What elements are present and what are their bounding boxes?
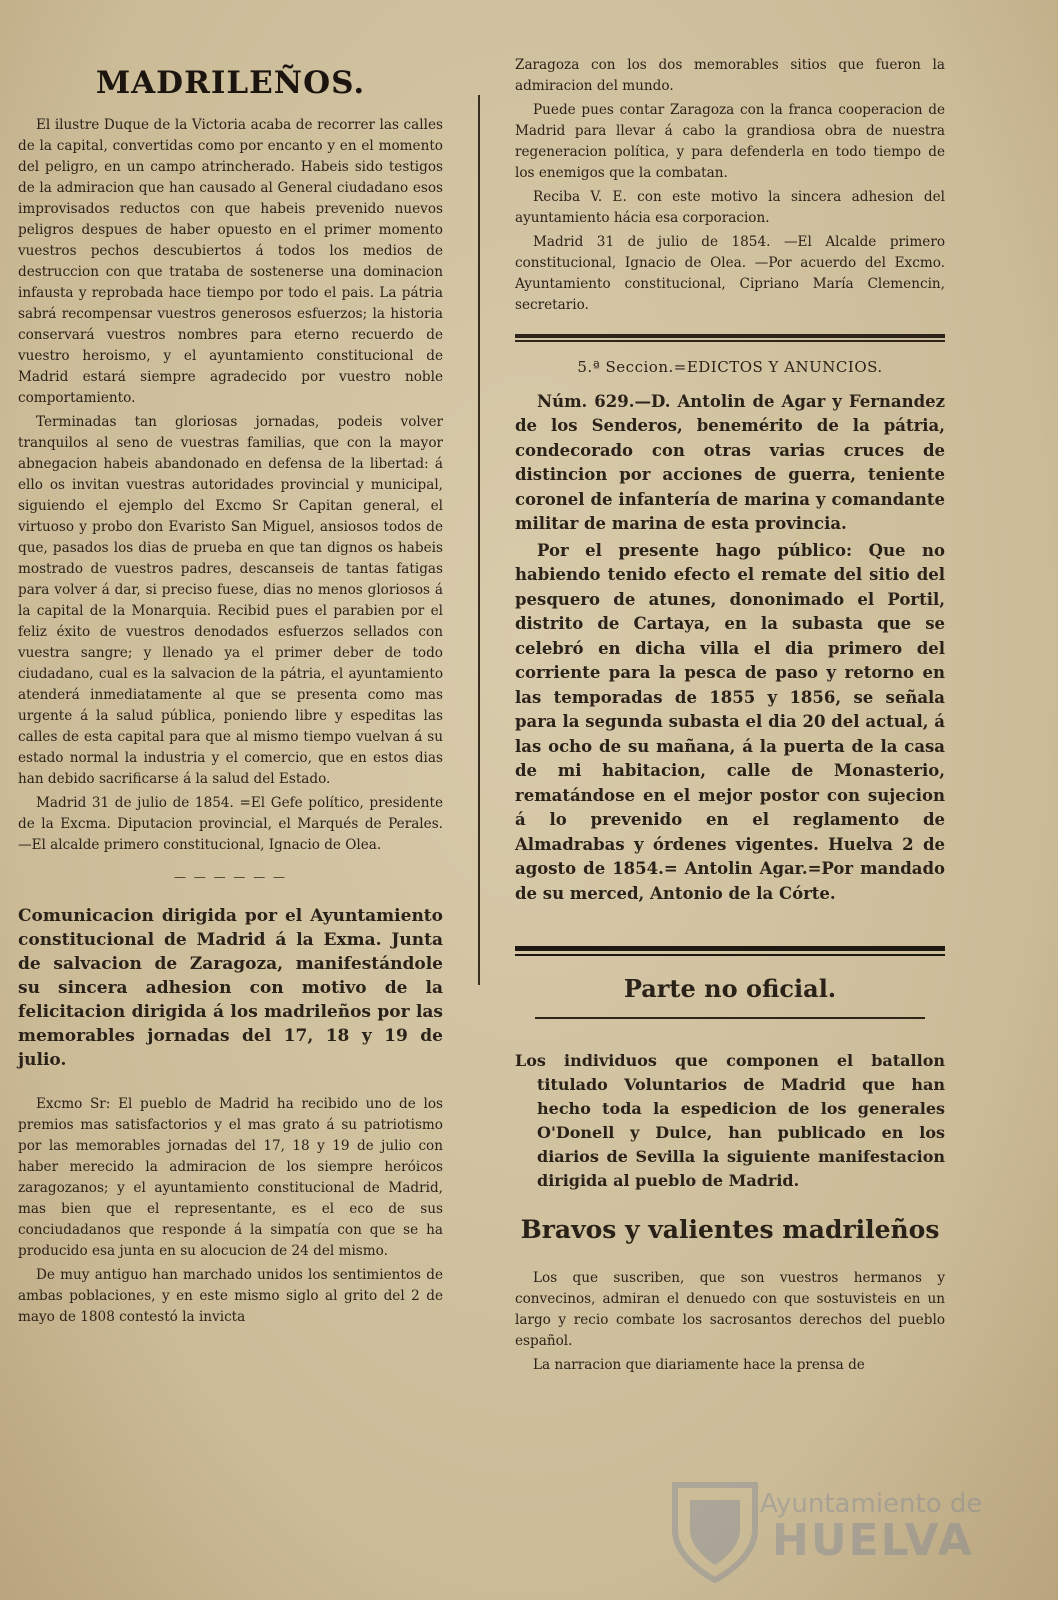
signature-paragraph: Madrid 31 de julio de 1854. —El Alcalde primero constitucional, Ignacio de Olea. —Por acuerdo del Excmo. Ayuntamiento constitucional, Cipriano María Clemencin, secretario.: [515, 234, 945, 313]
article-heading: MADRILEÑOS.: [95, 65, 366, 101]
shield-icon: [660, 1475, 770, 1585]
archive-watermark: [660, 1475, 990, 1585]
article-paragraph: La narracion que diariamente hace la prensa de: [533, 1356, 865, 1373]
article-paragraph: De muy antiguo han marchado unidos los sentimientos de ambas poblaciones, y en este mismo siglo al grito del 2 de mayo de 1808 contestó la invicta: [18, 1267, 443, 1325]
edict-paragraph: Núm. 629.—D. Antolin de Agar y Fernandez de los Senderos, benemérito de la pátria, condecorado con otras varias cruces de distincion por acciones de guerra, teniente coronel de infantería de marina y comandante militar de marina de esta provincia.: [515, 391, 945, 533]
edict-paragraph: Por el presente hago público: Que no habiendo tenido efecto el remate del sitio del pesquero de atunes, dononimado el Portil, distrito de Cartaya, en la subasta que se celebró en dicha villa el dia primero del corriente para la pesca de paso y retorno en las temporadas de 1855 y 1856, se señala para la segunda subasta el dia 20 del actual, á las ocho de su mañana, á la puerta de la casa de mi habitacion, calle de Monasterio, rematándose en el mejor postor con sujecion á lo prevenido en el reglamento de Almadrabas y órdenes vigentes. Huelva 2 de agosto de 1854.= Antolin Agar.=Por mandado de su merced, Antonio de la Córte.: [515, 540, 945, 903]
signature-paragraph: Madrid 31 de julio de 1854. =El Gefe político, presidente de la Excma. Diputacion provincial, el Marqués de Perales. —El alcalde primero constitucional, Ignacio de Olea.: [18, 795, 443, 853]
separator: — — — — — —: [173, 870, 288, 884]
article-paragraph: Zaragoza con los dos memorables sitios que fueron la admiracion del mundo.: [515, 57, 945, 94]
manifesto-title: Bravos y valientes madrileños: [520, 1214, 940, 1244]
section-rule: [515, 334, 945, 342]
lead-paragraph: Los individuos que componen el batallon titulado Voluntarios de Madrid que han hecho toda la espedicion de los generales O'Donell y Dulce, han publicado en los diarios de Sevilla la siguiente manifestacion dirigida al pueblo de Madrid.: [515, 1050, 945, 1190]
communication-title: Comunicacion dirigida por el Ayuntamiento constitucional de Madrid á la Exma. Junta de salvacion de Zaragoza, manifestándole su sincera adhesion con motivo de la felicitacion dirigida á los madrileños por las memorables jornadas del 17, 18 y 19 de julio.: [18, 906, 443, 1070]
right-column: [515, 55, 945, 1379]
watermark-line2: HUELVA: [772, 1515, 974, 1566]
article-paragraph: El ilustre Duque de la Victoria acaba de recorrer las calles de la capital, convertidas como por encanto y en el momento del peligro, en un campo atrincherado. Habeis sido testigos de la admiracion que han causado al General ciudadano esos improvisados reductos con que habeis prevenido nuevos peligros despues de haber opuesto en el primer momento vuestros pechos descubiertos á todos los medios de destruccion con que trataba de sostenerse una dominacion infausta y reprobada hace tiempo por todo el pais. La pátria sabrá recompensar vuestros generosos esfuerzos; la historia conservará vuestros nombres para eterno recuerdo de vuestro heroismo, y el ayuntamiento constitucional de Madrid estará siempre agradecido por vuestro noble comportamiento.: [18, 117, 443, 406]
divider: [535, 1017, 925, 1019]
section-rule: [515, 946, 945, 956]
article-paragraph: Reciba V. E. con este motivo la sincera adhesion del ayuntamiento hácia esa corporacion.: [515, 189, 945, 226]
section-title: Parte no oficial.: [623, 973, 837, 1003]
left-column: [18, 55, 443, 1331]
watermark-line1: Ayuntamiento de: [760, 1489, 983, 1519]
article-paragraph: Puede pues contar Zaragoza con la franca cooperacion de Madrid para llevar á cabo la grandiosa obra de nuestra regeneracion política, y para defenderla en todo tiempo de los enemigos que la combatan.: [515, 102, 945, 181]
section-heading: 5.ª Seccion.=EDICTOS Y ANUNCIOS.: [577, 357, 883, 376]
article-paragraph: Terminadas tan gloriosas jornadas, podeis volver tranquilos al seno de vuestras familias, que con la mayor abnegacion habeis abandonado en defensa de la libertad: á ello os invitan vuestras autoridades provincial y municipal, siguiendo el ejemplo del Excmo Sr Capitan general, el virtuoso y probo don Evaristo San Miguel, ansiosos todos de que, pasados los dias de prueba en que tan dignos os habeis mostrado de vuestros padres, descanseis de tantas fatigas para volver á dar, si preciso fuese, dias no menos gloriosos á la capital de la Monarquia. Recibid pues el parabien por el feliz éxito de vuestros denodados esfuerzos sellados con vuestra sangre; y llenado ya el primer deber de todo ciudadano, cual es la salvacion de la pátria, el ayuntamiento atenderá inmediatamente al que se presenta como mas urgente á la salud pública, poniendo libre y espeditas las calles de esta capital para que al mismo tiempo vuelvan á su estado normal la industria y el comercio, que en estos dias han debido sacrificarse á la salud del Estado.: [18, 414, 443, 787]
article-paragraph: Los que suscriben, que son vuestros hermanos y convecinos, admiran el denuedo con que sostuvisteis en un largo y recio combate los sacrosantos derechos del pueblo español.: [515, 1269, 945, 1349]
column-divider: [478, 95, 480, 985]
article-paragraph: Excmo Sr: El pueblo de Madrid ha recibido uno de los premios mas satisfactorios y el mas grato á su patriotismo por las memorables jornadas del 17, 18 y 19 de julio con haber merecido la admiracion de los siempre heróicos zaragozanos; y el ayuntamiento constitucional de Madrid, mas bien que el representante, es el eco de sus conciudadanos que responde á la simpatía con que se ha producido esa junta en su alocucion de 24 del mismo.: [18, 1096, 443, 1259]
